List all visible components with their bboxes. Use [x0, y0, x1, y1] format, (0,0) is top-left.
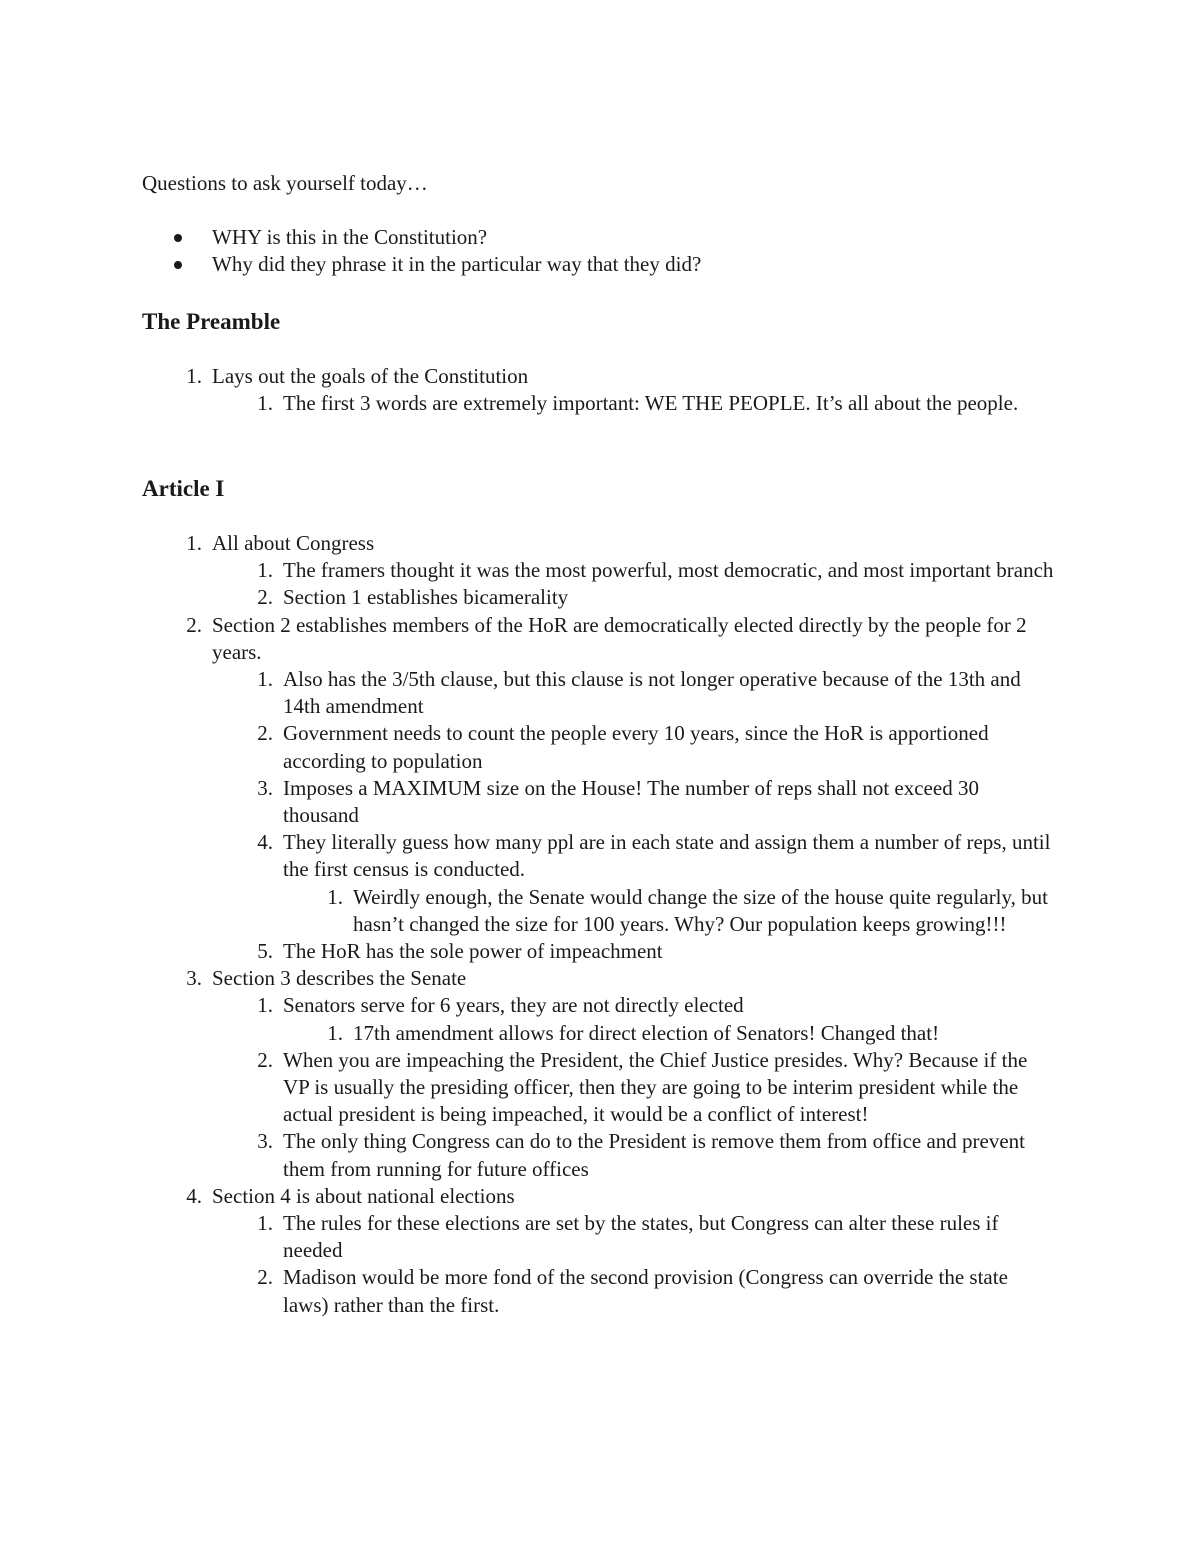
list-item: 1. All about Congress — [186, 531, 375, 555]
intro-text: Questions to ask yourself today… — [142, 171, 428, 195]
list-item: 2. When you are impeaching the President, the Chief Justice presides. Why? Because if the VP is usually the presiding officer, then they are going to be interim president while the actual president is being impeached, it would be a conflict of interest! — [257, 1047, 1028, 1127]
preamble-list — [142, 363, 1200, 417]
list-item: 1. Lays out the goals of the Constitution — [186, 364, 529, 388]
article-i-list — [142, 530, 1200, 1319]
bullet-icon — [174, 261, 182, 269]
list-item: 1. The first 3 words are extremely important: WE THE PEOPLE. It’s all about the people. — [257, 391, 1019, 416]
list-item: 3. The only thing Congress can do to the President is remove them from office and prevent them from running for future offices — [257, 1129, 1026, 1181]
list-item: 1. Also has the 3/5th clause, but this clause is not longer operative because of the 13th and 14th amendment — [257, 667, 1021, 719]
list-item: 4. Section 4 is about national elections — [186, 1183, 515, 1208]
list-item: 2. Madison would be more fond of the second provision (Congress can override the state laws) rather than the first. — [257, 1265, 1008, 1317]
list-item: WHY is this in the Constitution? — [142, 224, 701, 251]
list-item: 5. The HoR has the sole power of impeachment — [257, 939, 663, 964]
list-item: 2. Government needs to count the people every 10 years, since the HoR is apportioned according to population — [257, 721, 989, 773]
list-item: 1. 17th amendment allows for direct election of Senators! Changed that! — [327, 1020, 940, 1045]
article-i-heading: Article I — [142, 476, 225, 501]
list-item: 2. Section 1 establishes bicamerality — [257, 585, 569, 610]
list-item: 4. They literally guess how many ppl are in each state and assign them a number of reps, until the first census is conducted. — [257, 830, 1051, 882]
bullet-icon — [174, 234, 182, 242]
list-item: Why did they phrase it in the particular way that they did? — [142, 251, 701, 278]
questions-list — [142, 224, 701, 278]
list-item: 1. Weirdly enough, the Senate would change the size of the house quite regularly, but hasn’t changed the size for 100 years. Why? Our population keeps growing!!! — [327, 884, 1048, 936]
list-item: 1. The rules for these elections are set by the states, but Congress can alter these rules if needed — [257, 1211, 999, 1263]
list-item: 1. Senators serve for 6 years, they are not directly elected — [257, 993, 744, 1018]
list-item: 3. Section 3 describes the Senate — [186, 966, 467, 991]
list-item: 3. Imposes a MAXIMUM size on the House! The number of reps shall not exceed 30 thousand — [257, 775, 979, 828]
list-item: 2. Section 2 establishes members of the HoR are democratically elected directly by the people for 2 years. — [186, 612, 1027, 664]
list-item: 1. The framers thought it was the most powerful, most democratic, and most important branch — [257, 558, 1054, 583]
preamble-heading: The Preamble — [142, 309, 281, 334]
